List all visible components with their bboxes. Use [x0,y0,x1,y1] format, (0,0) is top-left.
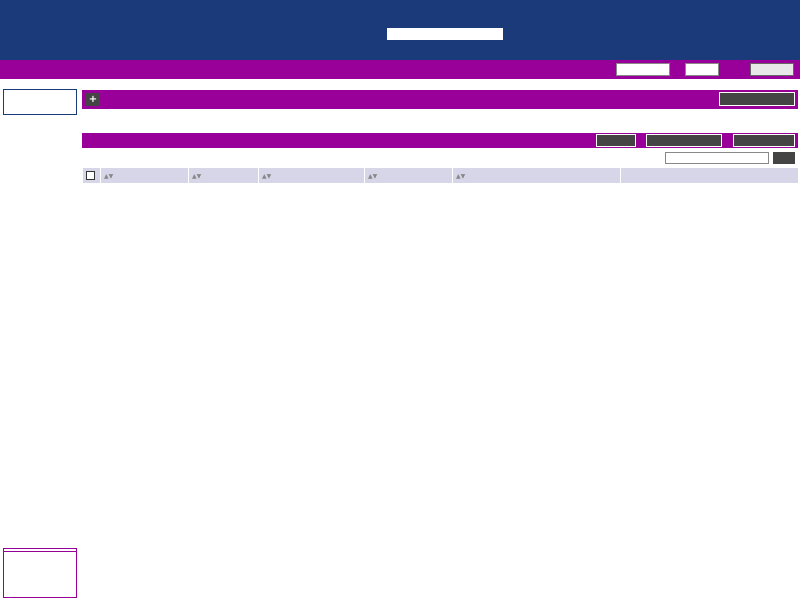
search-button[interactable] [750,63,794,76]
sub-nav-bar [0,60,800,79]
show-full-form-button[interactable] [719,92,795,106]
table-header-row [83,168,799,184]
col-options [621,168,799,184]
sort-icon[interactable]: ▲▼ [192,173,202,180]
search-in-label [673,64,681,74]
contacts-table [82,167,798,184]
sort-icon[interactable]: ▲▼ [262,173,272,180]
top-links [387,28,503,40]
sort-icon[interactable]: ▲▼ [368,173,378,180]
expand-icon[interactable]: + [86,93,100,106]
select-all-checkbox[interactable] [86,171,95,180]
col-company[interactable] [189,168,259,184]
alphabet-filter [82,117,798,129]
history-item[interactable] [4,552,76,556]
no-company-box [3,89,77,115]
export-button[interactable] [596,134,636,147]
col-email[interactable] [453,168,621,184]
do-button[interactable] [773,152,795,164]
select-action-dropdown[interactable] [665,152,769,164]
flag-all-button[interactable] [646,134,722,147]
sort-icon[interactable]: ▲▼ [456,173,466,180]
select-all-cell [83,168,101,184]
sort-icon[interactable]: ▲▼ [104,173,114,180]
new-contact-button[interactable] [733,134,795,147]
col-name[interactable] [101,168,189,184]
advanced-search-bar[interactable] [82,90,798,109]
history-box [3,548,77,598]
main-tabs [0,41,800,60]
search-scope-select[interactable] [685,63,719,76]
col-phone[interactable] [259,168,365,184]
contacts-title-bar [82,133,798,148]
col-mobile[interactable] [365,168,453,184]
quick-search-input[interactable] [616,63,670,76]
